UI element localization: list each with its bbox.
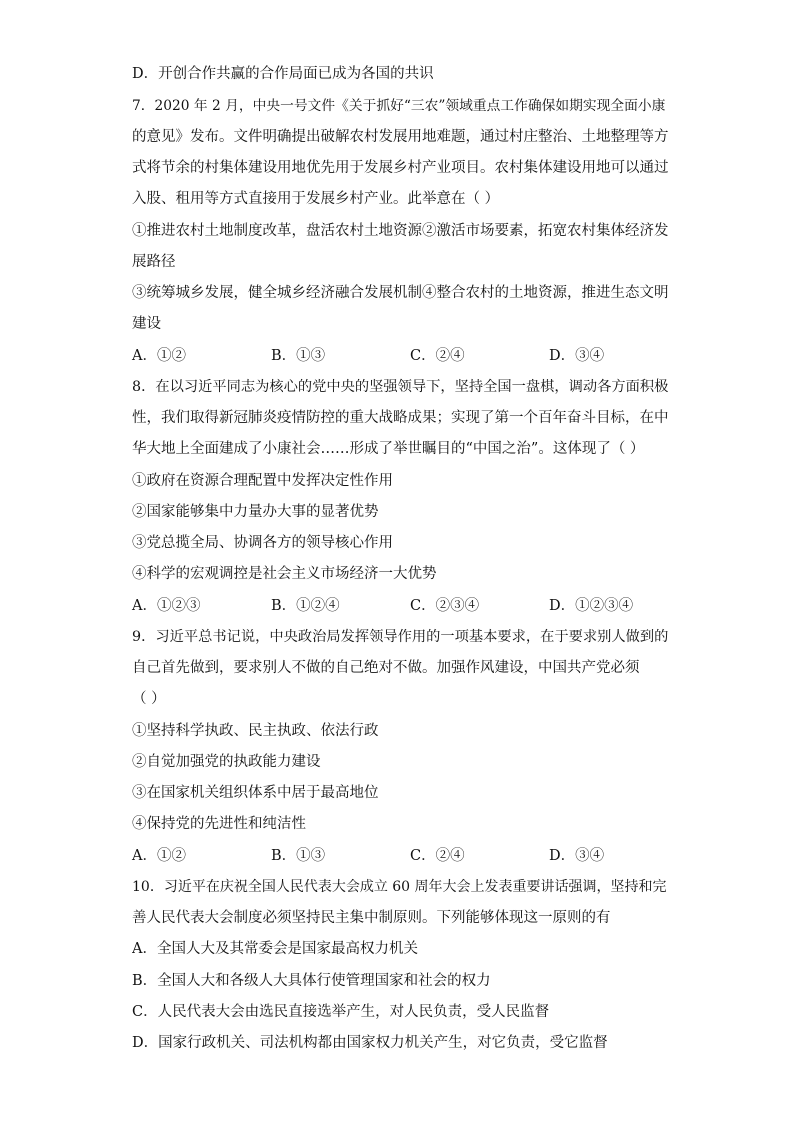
q8-option-d: D．①②③④ xyxy=(549,598,634,614)
q8-option-b: B．①②④ xyxy=(271,598,340,614)
q9-option-c: C．②④ xyxy=(410,848,465,864)
q10-stem-line-1: 10．习近平在庆祝全国人民代表大会成立 60 周年大会上发表重要讲话强调，坚持和完 xyxy=(132,879,667,895)
q8-statement-2: ②国家能够集中力量办大事的显著优势 xyxy=(132,504,379,520)
q7-statement-1-2: ①推进农村土地制度改革，盘活农村土地资源②激活市场要素，拓宽农村集体经济发 xyxy=(132,223,669,239)
q8-statement-3: ③党总揽全局、协调各方的领导核心作用 xyxy=(132,535,393,551)
q7-statement-1-2-cont: 展路径 xyxy=(132,254,176,270)
q8-option-a: A．①②③ xyxy=(132,598,201,614)
q8-statement-1: ①政府在资源合理配置中发挥决定性作用 xyxy=(132,473,393,489)
q8-options xyxy=(132,596,672,616)
q9-statement-3: ③在国家机关组织体系中居于最高地位 xyxy=(132,785,379,801)
q9-option-a: A．①② xyxy=(132,848,186,864)
q9-option-d: D．③④ xyxy=(549,848,605,864)
q8-statement-4: ④科学的宏观调控是社会主义市场经济一大优势 xyxy=(132,566,437,582)
q7-stem-line-3: 式将节余的村集体建设用地优先用于发展乡村产业项目。农村集体建设用地可以通过 xyxy=(132,160,669,176)
q8-stem-line-2: 性，我们取得新冠肺炎疫情防控的重大战略成果；实现了第一个百年奋斗目标，在中 xyxy=(132,410,669,426)
q9-statement-4: ④保持党的先进性和纯洁性 xyxy=(132,816,306,832)
q7-stem-line-4: 入股、租用等方式直接用于发展乡村产业。此举意在（ ） xyxy=(132,191,500,207)
q7-option-d: D．③④ xyxy=(549,348,605,364)
q10-stem-line-2: 善人民代表大会制度必须坚持民主集中制原则。下列能够体现这一原则的有 xyxy=(132,910,611,926)
q7-statement-3-4: ③统筹城乡发展，健全城乡经济融合发展机制④整合农村的土地资源，推进生态文明 xyxy=(132,285,669,301)
q9-stem-line-1: 9．习近平总书记说，中央政治局发挥领导作用的一项基本要求，在于要求别人做到的 xyxy=(132,629,669,645)
q7-option-b: B．①③ xyxy=(271,348,326,364)
q9-stem-line-2: 自己首先做到，要求别人不做的自己绝对不做。加强作风建设，中国共产党必须 xyxy=(132,660,640,676)
q10-option-b: B．全国人大和各级人大具体行使管理国家和社会的权力 xyxy=(132,973,491,989)
q9-statement-2: ②自觉加强党的执政能力建设 xyxy=(132,754,321,770)
q9-options xyxy=(132,846,672,866)
q6-option-d: D．开创合作共赢的合作局面已成为各国的共识 xyxy=(132,66,434,82)
q8-stem-line-3: 华大地上全面建成了小康社会……形成了举世瞩目的“中国之治”。这体现了（ ） xyxy=(132,441,645,457)
q7-statement-3-4-cont: 建设 xyxy=(132,316,161,332)
q7-options xyxy=(132,346,672,366)
q9-stem-line-3: （ ） xyxy=(132,691,166,707)
q10-option-c: C．人民代表大会由选民直接选举产生，对人民负责，受人民监督 xyxy=(132,1004,550,1020)
q7-option-a: A．①② xyxy=(132,348,186,364)
q9-option-b: B．①③ xyxy=(271,848,326,864)
q10-option-d: D．国家行政机关、司法机构都由国家权力机关产生，对它负责，受它监督 xyxy=(132,1035,608,1051)
q7-stem-line-2: 的意见》发布。文件明确提出破解农村发展用地难题，通过村庄整治、土地整理等方 xyxy=(132,129,669,145)
q7-option-c: C．②④ xyxy=(410,348,465,364)
q10-option-a: A．全国人大及其常委会是国家最高权力机关 xyxy=(132,941,418,957)
q8-option-c: C．②③④ xyxy=(410,598,480,614)
q7-stem-line-1: 7．2020 年 2 月，中央一号文件《关于抓好“三农”领域重点工作确保如期实现全面小康 xyxy=(132,98,666,114)
q8-stem-line-1: 8．在以习近平同志为核心的党中央的坚强领导下，坚持全国一盘棋，调动各方面积极 xyxy=(132,379,669,395)
q9-statement-1: ①坚持科学执政、民主执政、依法行政 xyxy=(132,723,379,739)
